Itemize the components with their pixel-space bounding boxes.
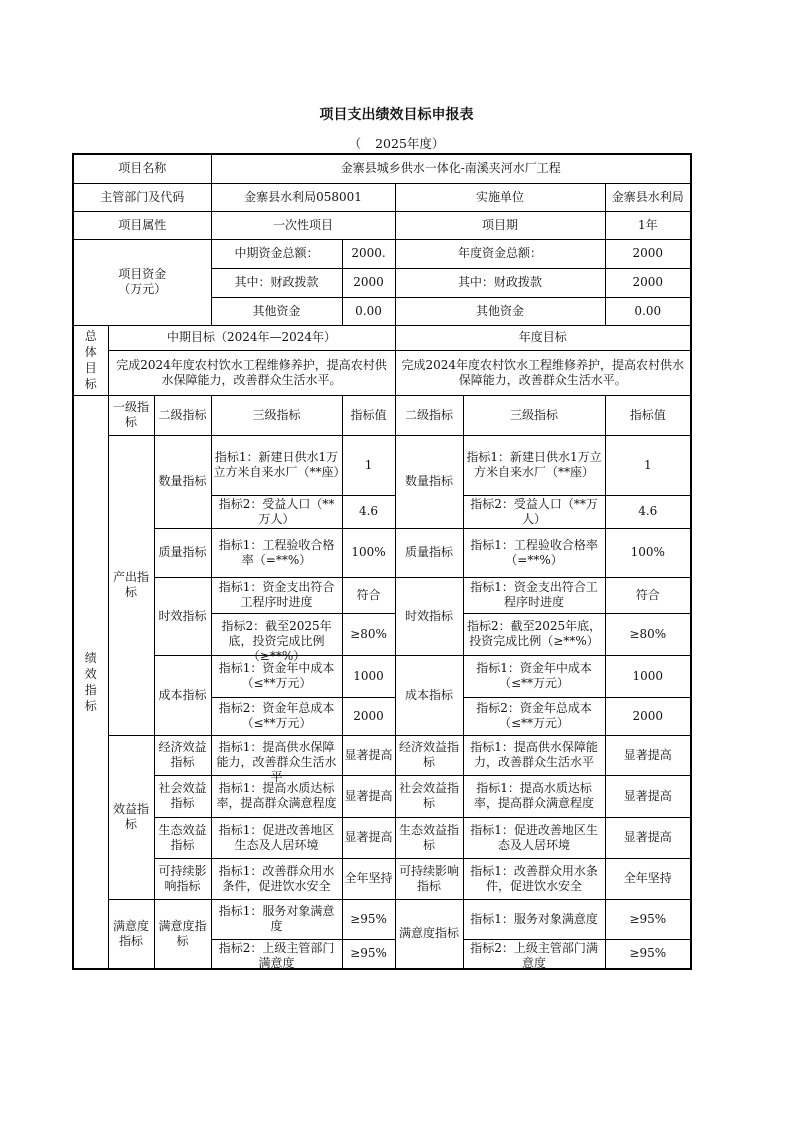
t1-mid: 指标1：资金支出符合工程序时进度: [211, 577, 342, 613]
cost-label-right: 成本指标: [395, 655, 463, 735]
c2-year-value: 2000: [605, 697, 691, 735]
mid-fiscal-label: 其中：财政拨款: [211, 268, 342, 297]
satisfaction-sub-label: 满意度指标: [154, 899, 211, 969]
e1-year: 指标1：提高供水保障能力，改善群众生活水平: [463, 735, 605, 775]
h1-year-value: 全年坚持: [605, 858, 691, 899]
project-name-label: 项目名称: [73, 154, 211, 183]
social-label: 社会效益指标: [154, 775, 211, 817]
period-value: 1年: [605, 211, 691, 239]
s1-mid: 指标1：提高水质达标率，提高群众满意程度: [211, 775, 342, 817]
cost-label: 成本指标: [154, 655, 211, 735]
quantity-label: 数量指标: [154, 435, 211, 528]
dept-value: 金寨县水利局058001: [211, 183, 395, 211]
q2-year-value: 4.6: [605, 495, 691, 528]
e1-mid: 指标1：提高供水保障能力，改善群众生活水平: [211, 735, 342, 775]
t1-mid-value: 符合: [342, 577, 395, 613]
fund-label-line1: 项目资金: [118, 267, 167, 281]
mid-other-value: 0.00: [342, 297, 395, 325]
page-subtitle: [0, 134, 793, 152]
g1-year-value: 显著提高: [605, 817, 691, 858]
ql1-year-value: 100%: [605, 528, 691, 577]
timeliness-label-right: 时效指标: [395, 577, 463, 655]
row-goal-header: [73, 325, 691, 350]
table-row: [73, 577, 691, 613]
overall-goal-label: 总体目标: [73, 325, 108, 395]
q2-mid: 指标2：受益人口（**万人）: [211, 495, 342, 528]
m1-year-value: ≥95%: [605, 899, 691, 939]
header-level3-right: 三级指标: [463, 395, 605, 435]
ecological-label-right: 生态效益指标: [395, 817, 463, 858]
s1-year-value: 显著提高: [605, 775, 691, 817]
table-row: [73, 528, 691, 577]
h1-mid-value: 全年坚持: [342, 858, 395, 899]
row-project-name: [73, 154, 691, 183]
q1-mid-value: 1: [342, 435, 395, 495]
table-row: [73, 775, 691, 817]
t2-mid: 指标2：截至2025年底，投资完成比例（≥**%）: [211, 613, 342, 655]
q1-mid: 指标1：新建日供水1万立方米自来水厂（**座）: [211, 435, 342, 495]
year-total-value: 2000: [605, 239, 691, 268]
q1-year: 指标1：新建日供水1万立方米自来水厂（**座）: [463, 435, 605, 495]
year-goal-text: 完成2024年度农村饮水工程维修养护，提高农村供水保障能力，改善群众生活水平。: [395, 350, 691, 395]
quality-label-right: 质量指标: [395, 528, 463, 577]
c1-mid: 指标1：资金年中成本（≤**万元）: [211, 655, 342, 697]
row-goal-text: [73, 350, 691, 395]
output-indicator-label: 产出指标: [108, 435, 154, 735]
e1-year-value: 显著提高: [605, 735, 691, 775]
economic-label: 经济效益指标: [154, 735, 211, 775]
ql1-mid-value: 100%: [342, 528, 395, 577]
c1-mid-value: 1000: [342, 655, 395, 697]
mid-total-label: 中期资金总额：: [211, 239, 342, 268]
s1-mid-value: 显著提高: [342, 775, 395, 817]
table-row: [73, 435, 691, 495]
q2-year: 指标2：受益人口（**万人）: [463, 495, 605, 528]
satisfaction-sub-label-right: 满意度指标: [395, 899, 463, 969]
timeliness-label: 时效指标: [154, 577, 211, 655]
impl-label: 实施单位: [395, 183, 605, 211]
ql1-mid: 指标1：工程验收合格率（=**%）: [211, 528, 342, 577]
attr-value: 一次性项目: [211, 211, 395, 239]
c2-year: 指标2：资金年总成本（≤**万元）: [463, 697, 605, 735]
satisfaction-indicator-label: 满意度指标: [108, 899, 154, 969]
g1-mid-value: 显著提高: [342, 817, 395, 858]
h1-year: 指标1：改善群众用水条件，促进饮水安全: [463, 858, 605, 899]
mid-other-label: 其他资金: [211, 297, 342, 325]
period-label: 项目期: [395, 211, 605, 239]
s1-year: 指标1：提高水质达标率，提高群众满意程度: [463, 775, 605, 817]
header-level2: 二级指标: [154, 395, 211, 435]
row-indicator-header: [73, 395, 691, 435]
quantity-label-right: 数量指标: [395, 435, 463, 528]
mid-fiscal-value: 2000: [342, 268, 395, 297]
perf-indicator-label: 绩效指标: [73, 395, 108, 969]
q2-mid-value: 4.6: [342, 495, 395, 528]
m1-mid: 指标1：服务对象满意度: [211, 899, 342, 939]
c1-year-value: 1000: [605, 655, 691, 697]
header-value-right: 指标值: [605, 395, 691, 435]
t2-mid-value: ≥80%: [342, 613, 395, 655]
q1-year-value: 1: [605, 435, 691, 495]
m2-year-value: ≥95%: [605, 939, 691, 969]
g1-mid: 指标1：促进改善地区生态及人居环境: [211, 817, 342, 858]
year-other-value: 0.00: [605, 297, 691, 325]
social-label-right: 社会效益指标: [395, 775, 463, 817]
year-other-label: 其他资金: [395, 297, 605, 325]
fund-label-line2: （万元）: [118, 282, 167, 296]
header-level2-right: 二级指标: [395, 395, 463, 435]
attr-label: 项目属性: [73, 211, 211, 239]
header-level3: 三级指标: [211, 395, 342, 435]
t2-year: 指标2：截至2025年底，投资完成比例（≥**%）: [463, 613, 605, 655]
m2-mid: 指标2：上级主管部门满意度: [211, 939, 342, 969]
mid-total-value: 2000.: [342, 239, 395, 268]
table-row: [73, 899, 691, 939]
m1-year: 指标1：服务对象满意度: [463, 899, 605, 939]
table-row: [73, 858, 691, 899]
quality-label: 质量指标: [154, 528, 211, 577]
m2-mid-value: ≥95%: [342, 939, 395, 969]
e1-mid-value: 显著提高: [342, 735, 395, 775]
c2-mid-value: 2000: [342, 697, 395, 735]
benefit-indicator-label: 效益指标: [108, 735, 154, 899]
ql1-year: 指标1：工程验收合格率（=**%）: [463, 528, 605, 577]
g1-year: 指标1：促进改善地区生态及人居环境: [463, 817, 605, 858]
dept-label: 主管部门及代码: [73, 183, 211, 211]
table-row: [73, 817, 691, 858]
sustainable-label-right: 可持续影响指标: [395, 858, 463, 899]
year-goal-header: 年度目标: [395, 325, 691, 350]
t1-year-value: 符合: [605, 577, 691, 613]
row-dept: [73, 183, 691, 211]
ecological-label: 生态效益指标: [154, 817, 211, 858]
header-level1: 一级指标: [108, 395, 154, 435]
year-total-label: 年度资金总额：: [395, 239, 605, 268]
project-name-value: 金寨县城乡供水一体化-南溪夹河水厂工程: [211, 154, 691, 183]
performance-form-table: [72, 153, 692, 970]
table-row: [73, 735, 691, 775]
t1-year: 指标1：资金支出符合工程序时进度: [463, 577, 605, 613]
economic-label-right: 经济效益指标: [395, 735, 463, 775]
m1-mid-value: ≥95%: [342, 899, 395, 939]
c1-year: 指标1：资金年中成本（≤**万元）: [463, 655, 605, 697]
subtitle-year: 2025年度）: [375, 136, 445, 151]
row-fund-total: [73, 239, 691, 268]
subtitle-open: （: [348, 136, 362, 151]
row-attr: [73, 211, 691, 239]
year-fiscal-label: 其中：财政拨款: [395, 268, 605, 297]
t2-year-value: ≥80%: [605, 613, 691, 655]
impl-value: 金寨县水利局: [605, 183, 691, 211]
h1-mid: 指标1：改善群众用水条件，促进饮水安全: [211, 858, 342, 899]
page-title: 项目支出绩效目标申报表: [319, 107, 474, 123]
header-value: 指标值: [342, 395, 395, 435]
table-row: [73, 655, 691, 697]
mid-goal-text: 完成2024年度农村饮水工程维修养护，提高农村供水保障能力，改善群众生活水平。: [108, 350, 395, 395]
mid-goal-header: 中期目标（2024年—2024年）: [108, 325, 395, 350]
fund-label: [73, 239, 211, 325]
m2-year: 指标2：上级主管部门满意度: [463, 939, 605, 969]
c2-mid: 指标2：资金年总成本（≤**万元）: [211, 697, 342, 735]
year-fiscal-value: 2000: [605, 268, 691, 297]
sustainable-label: 可持续影响指标: [154, 858, 211, 899]
